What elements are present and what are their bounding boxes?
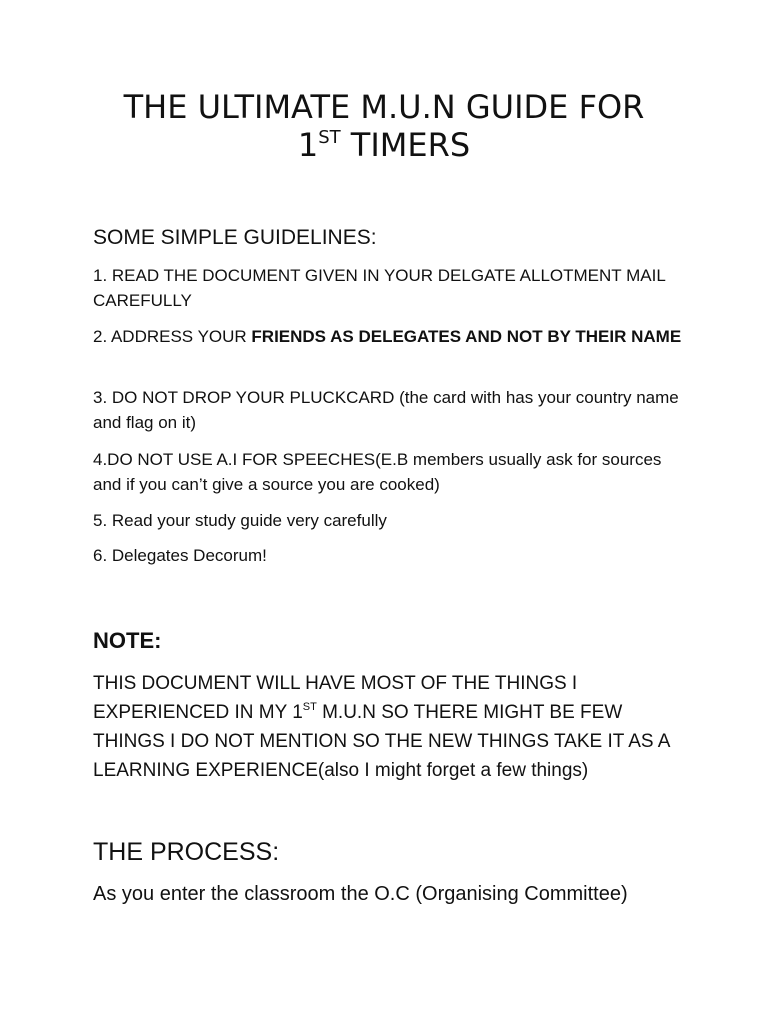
title-ordinal-number: 1 [297, 126, 319, 164]
guideline-item-2-text: 2. ADDRESS YOUR [93, 327, 252, 346]
title-line-2: TIMERS [340, 126, 471, 164]
guideline-item-2 [93, 324, 683, 349]
guideline-item-6: 6. Delegates Decorum! [93, 546, 267, 565]
document-title [60, 88, 708, 164]
guidelines-heading: SOME SIMPLE GUIDELINES: [93, 226, 377, 249]
process-heading: THE PROCESS: [93, 838, 280, 866]
note-text-end: M.U.N SO THERE MIGHT BE FEW THINGS I DO NOT MENTION SO THE NEW THINGS TAKE IT AS A LEARNING EXPERIENCE(also I might forget a few things) [93, 702, 670, 781]
guideline-item-4: 4.DO NOT USE A.I FOR SPEECHES(E.B members usually ask for sources and if you can’t give a source you are cooked) [93, 450, 662, 494]
note-paragraph [93, 669, 683, 785]
guideline-item-3: 3. DO NOT DROP YOUR PLUCKCARD (the card with has your country name and flag on it) [93, 388, 679, 432]
note-heading: NOTE: [93, 628, 162, 653]
guideline-item-1: 1. READ THE DOCUMENT GIVEN IN YOUR DELGATE ALLOTMENT MAIL CAREFULLY [93, 266, 666, 310]
title-line-1: THE ULTIMATE M.U.N GUIDE FOR [123, 88, 645, 126]
process-paragraph: As you enter the classroom the O.C (Organising Committee) [93, 883, 628, 905]
title-ordinal-suffix: ST [318, 127, 341, 148]
guideline-item-5: 5. Read your study guide very carefully [93, 511, 387, 530]
guideline-item-2-emphasis: FRIENDS AS DELEGATES AND NOT BY THEIR NAME [251, 327, 682, 346]
note-ordinal-suffix: ST [302, 701, 317, 713]
note-text-start: THIS DOCUMENT WILL HAVE MOST OF THE THINGS I EXPERIENCED IN MY 1 [93, 673, 578, 723]
